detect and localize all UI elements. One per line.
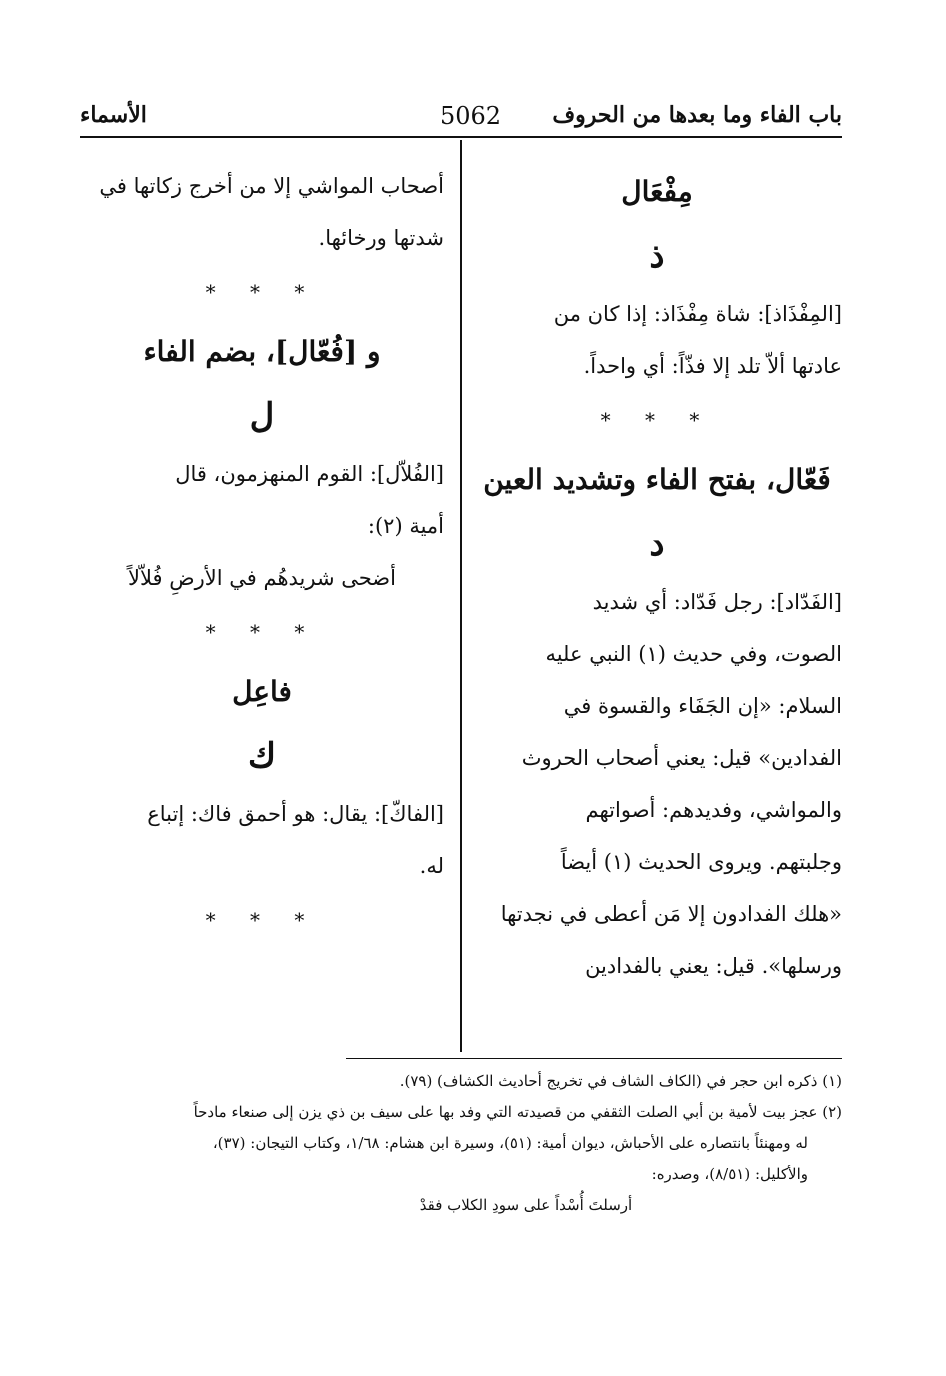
entry-faakk-line: له. xyxy=(419,854,444,878)
entry-mifdhaadh-line: [المِفْذَاذ]: شاة مِفْذَاذ: إذا كان من xyxy=(553,302,842,326)
heading-fuaal: و [فُعّال]، بضم الفاء xyxy=(143,335,381,368)
column-divider xyxy=(460,140,462,1052)
entry-mifdhaadh-line: عادتها ألاّ تلد إلا فذّاً: أي واحداً. xyxy=(583,354,842,378)
entry-faddaad-line: «هلك الفدادون إلا مَن أعطى في نجدتها xyxy=(500,902,842,926)
entry-faddaad-line: الصوت، وفي حديث (١) النبي عليه xyxy=(545,642,842,666)
part-title: الأسماء xyxy=(80,102,147,128)
footnote-2-continuation: والأكليل: (٨/٥١)، وصدره: xyxy=(651,1165,808,1183)
entry-faddaad-line: الفدادين» قيل: يعني أصحاب الحروث xyxy=(521,746,842,770)
entry-faddaad-line: السلام: «إن الجَفَاء والقسوة في xyxy=(563,694,842,718)
right-column xyxy=(472,160,842,992)
entry-faddaad-line: ورسلها». قيل: يعني بالفدادين xyxy=(585,954,842,978)
letter-kaf: ك xyxy=(247,736,277,776)
section-separator: * * * xyxy=(600,408,714,432)
continuation-line: شدتها ورخائها. xyxy=(318,226,444,250)
footnote-rule xyxy=(346,1058,842,1059)
entry-faddaad-line: [الفَدّاد]: رجل فَدّاد: أي شديد xyxy=(592,590,842,614)
heading-faail: فاعِل xyxy=(232,675,292,708)
entry-faddaad-line: وجلبتهم. ويروى الحديث (١) أيضاً xyxy=(560,850,842,874)
letter-lam: ل xyxy=(249,396,275,436)
letter-dhal: ذ xyxy=(649,236,665,276)
footnote-1: (١) ذكره ابن حجر في (الكاف الشاف في تخريج أحاديث الكشاف) (٧٩). xyxy=(399,1072,842,1090)
section-separator: * * * xyxy=(205,280,319,304)
heading-mifaal: مِفْعَال xyxy=(621,175,693,208)
entry-fullaal-line: أمية (٢): xyxy=(367,514,444,538)
heading-faaal: فَعّال، بفتح الفاء وتشديد العين xyxy=(483,463,831,496)
header-rule xyxy=(80,136,842,138)
section-separator: * * * xyxy=(205,908,319,932)
page-number: 5062 xyxy=(440,102,502,130)
footnote-2: (٢) عجز بيت لأمية بن أبي الصلت الثقفي من قصيدته التي وفد بها على سيف بن ذي يزن إلى صنعاء مادحاً xyxy=(193,1103,842,1121)
entry-fullaal-line: [الفُلاّل]: القوم المنهزمون، قال xyxy=(175,462,444,486)
poetry-verse: أضحى شريدهُم في الأرضِ فُلاّلاً xyxy=(128,566,396,590)
section-separator: * * * xyxy=(205,620,319,644)
page-header xyxy=(80,102,842,140)
footnote-verse: أرسلتَ أُسْداً على سودِ الكلاب فقدْ xyxy=(419,1196,633,1214)
footnotes xyxy=(80,1066,842,1221)
footnote-2-continuation: له ومهنئاً بانتصاره على الأحباش، ديوان أمية: (٥١)، وسيرة ابن هشام: ١/٦٨، وكتاب التيجان: (٣٧)، xyxy=(212,1134,808,1152)
entry-faakk-line: [الفاكّ]: يقال: هو أحمق فاك: إتباع xyxy=(147,802,444,826)
entry-faddaad-line: والمواشي، وفديدهم: أصواتهم xyxy=(585,798,842,822)
continuation-line: أصحاب المواشي إلا من أخرج زكاتها في xyxy=(99,174,444,198)
letter-dal: د xyxy=(649,524,665,564)
section-title: باب الفاء وما بعدها من الحروف xyxy=(552,102,842,128)
left-column xyxy=(80,160,444,948)
